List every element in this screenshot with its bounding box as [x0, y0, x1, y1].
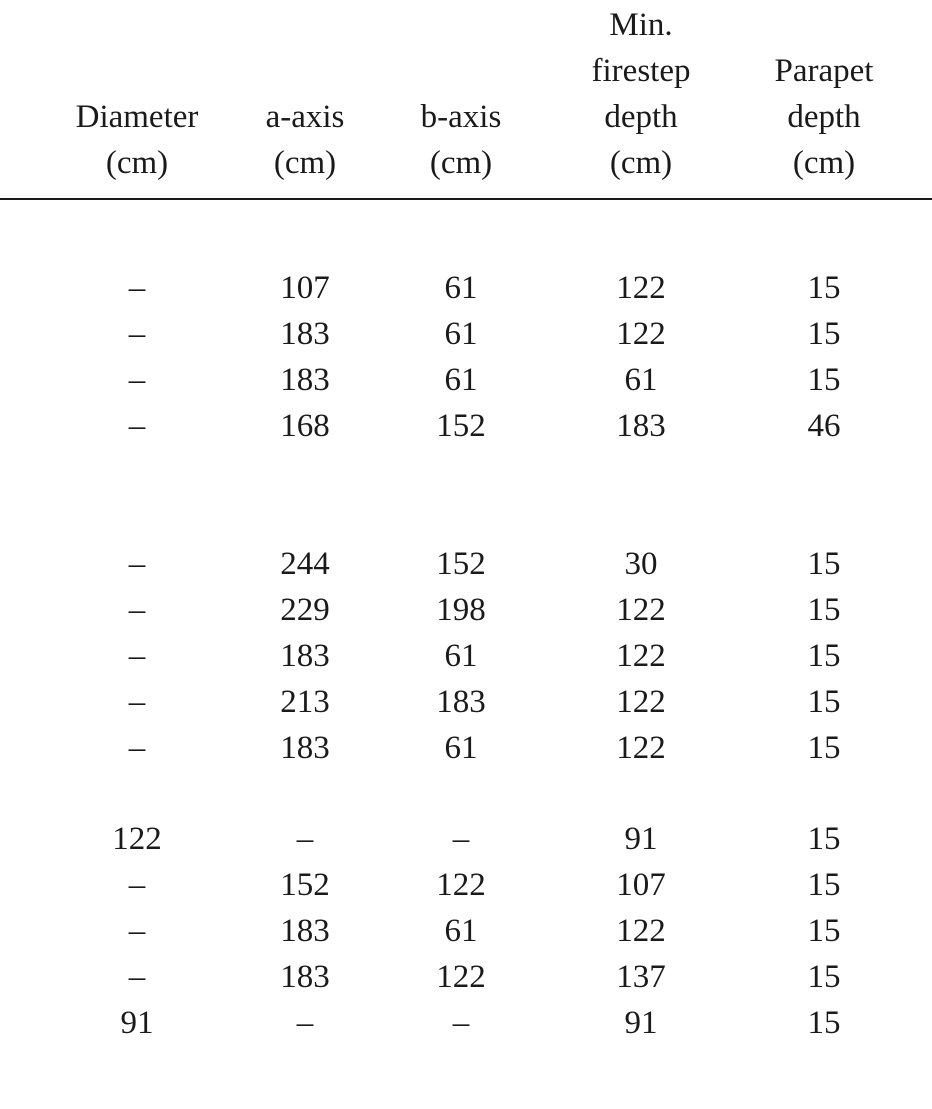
table-cell: 15: [807, 362, 841, 398]
table-cell: –: [128, 684, 146, 720]
table-row: [0, 541, 932, 587]
header-text: Diameter: [75, 99, 199, 135]
table-row: [0, 587, 932, 633]
table-cell: 122: [616, 684, 666, 720]
table-cell: 61: [624, 362, 658, 398]
table-cell: –: [452, 821, 470, 857]
header-text: b-axis: [420, 99, 502, 135]
table-cell: 122: [616, 638, 666, 674]
table-cell: 15: [807, 913, 841, 949]
table-cell: 15: [807, 867, 841, 903]
header-text: Parapet: [774, 53, 874, 89]
table-row: [0, 816, 932, 862]
table-cell: 61: [444, 270, 478, 306]
table-cell: 15: [807, 959, 841, 995]
table-row: [0, 862, 932, 908]
table-cell: 198: [436, 592, 486, 628]
header-text: firestep: [591, 53, 691, 89]
table-cell: –: [128, 638, 146, 674]
header-unit: (cm): [105, 145, 169, 181]
table-cell: 152: [436, 546, 486, 582]
table-cell: 183: [280, 913, 330, 949]
table-cell: –: [128, 913, 146, 949]
table-cell: 137: [616, 959, 666, 995]
table-cell: 61: [444, 730, 478, 766]
table-row: [0, 311, 932, 357]
table-cell: –: [128, 362, 146, 398]
table-cell: 91: [120, 1005, 154, 1041]
table-cell: 107: [616, 867, 666, 903]
table-cell: 107: [280, 270, 330, 306]
table-cell: 91: [624, 1005, 658, 1041]
table-cell: 122: [112, 821, 162, 857]
header-rule: [0, 198, 932, 200]
table-cell: 183: [280, 730, 330, 766]
table-cell: –: [128, 730, 146, 766]
table-cell: 15: [807, 638, 841, 674]
header-b-axis: [421, 94, 502, 186]
table-row: [0, 725, 932, 771]
table-cell: 152: [436, 408, 486, 444]
table-cell: 15: [807, 316, 841, 352]
table-cell: 152: [280, 867, 330, 903]
table-cell: 168: [280, 408, 330, 444]
header-min-firestep-depth: [592, 2, 691, 186]
table-cell: 15: [807, 1005, 841, 1041]
table-cell: 122: [616, 270, 666, 306]
table-cell: 183: [436, 684, 486, 720]
table-cell: 183: [280, 362, 330, 398]
table-cell: 229: [280, 592, 330, 628]
table-cell: 61: [444, 913, 478, 949]
header-parapet-depth: [775, 48, 874, 186]
table-cell: 15: [807, 821, 841, 857]
table-cell: 61: [444, 316, 478, 352]
table-cell: 183: [280, 959, 330, 995]
header-text: Min.: [609, 7, 673, 43]
header-a-axis: [266, 94, 345, 186]
table-cell: 183: [280, 316, 330, 352]
table-cell: 15: [807, 730, 841, 766]
table-cell: 213: [280, 684, 330, 720]
table-row: [0, 908, 932, 954]
header-unit: (cm): [429, 145, 493, 181]
table-row: [0, 633, 932, 679]
table-cell: –: [128, 867, 146, 903]
header-unit: (cm): [273, 145, 337, 181]
header-unit: (cm): [609, 145, 673, 181]
table-cell: 122: [616, 913, 666, 949]
table-cell: 15: [807, 592, 841, 628]
table-cell: 183: [616, 408, 666, 444]
table-cell: 122: [436, 959, 486, 995]
table-row: [0, 357, 932, 403]
table-header: [0, 0, 932, 200]
table-cell: –: [128, 546, 146, 582]
table-cell: 122: [616, 592, 666, 628]
table-row: [0, 403, 932, 449]
table-cell: 91: [624, 821, 658, 857]
table-cell: 183: [280, 638, 330, 674]
table-cell: –: [128, 270, 146, 306]
table-row: [0, 1000, 932, 1046]
header-text: a-axis: [265, 99, 345, 135]
table-row: [0, 679, 932, 725]
header-text: depth: [787, 99, 861, 135]
header-diameter: [76, 94, 199, 186]
table-cell: –: [296, 1005, 314, 1041]
table-cell: –: [128, 592, 146, 628]
table-cell: 61: [444, 362, 478, 398]
table-cell: 61: [444, 638, 478, 674]
header-unit: (cm): [792, 145, 856, 181]
table-cell: –: [296, 821, 314, 857]
table-row: [0, 954, 932, 1000]
table-cell: –: [128, 316, 146, 352]
table-cell: –: [128, 959, 146, 995]
table-cell: 46: [807, 408, 841, 444]
table-cell: 244: [280, 546, 330, 582]
header-text: depth: [604, 99, 678, 135]
table-cell: 122: [616, 316, 666, 352]
table-cell: 15: [807, 684, 841, 720]
table-cell: 15: [807, 270, 841, 306]
table-cell: 122: [616, 730, 666, 766]
table-cell: 122: [436, 867, 486, 903]
table-cell: –: [128, 408, 146, 444]
table-cell: 30: [624, 546, 658, 582]
table-cell: –: [452, 1005, 470, 1041]
table-row: [0, 265, 932, 311]
table-cell: 15: [807, 546, 841, 582]
